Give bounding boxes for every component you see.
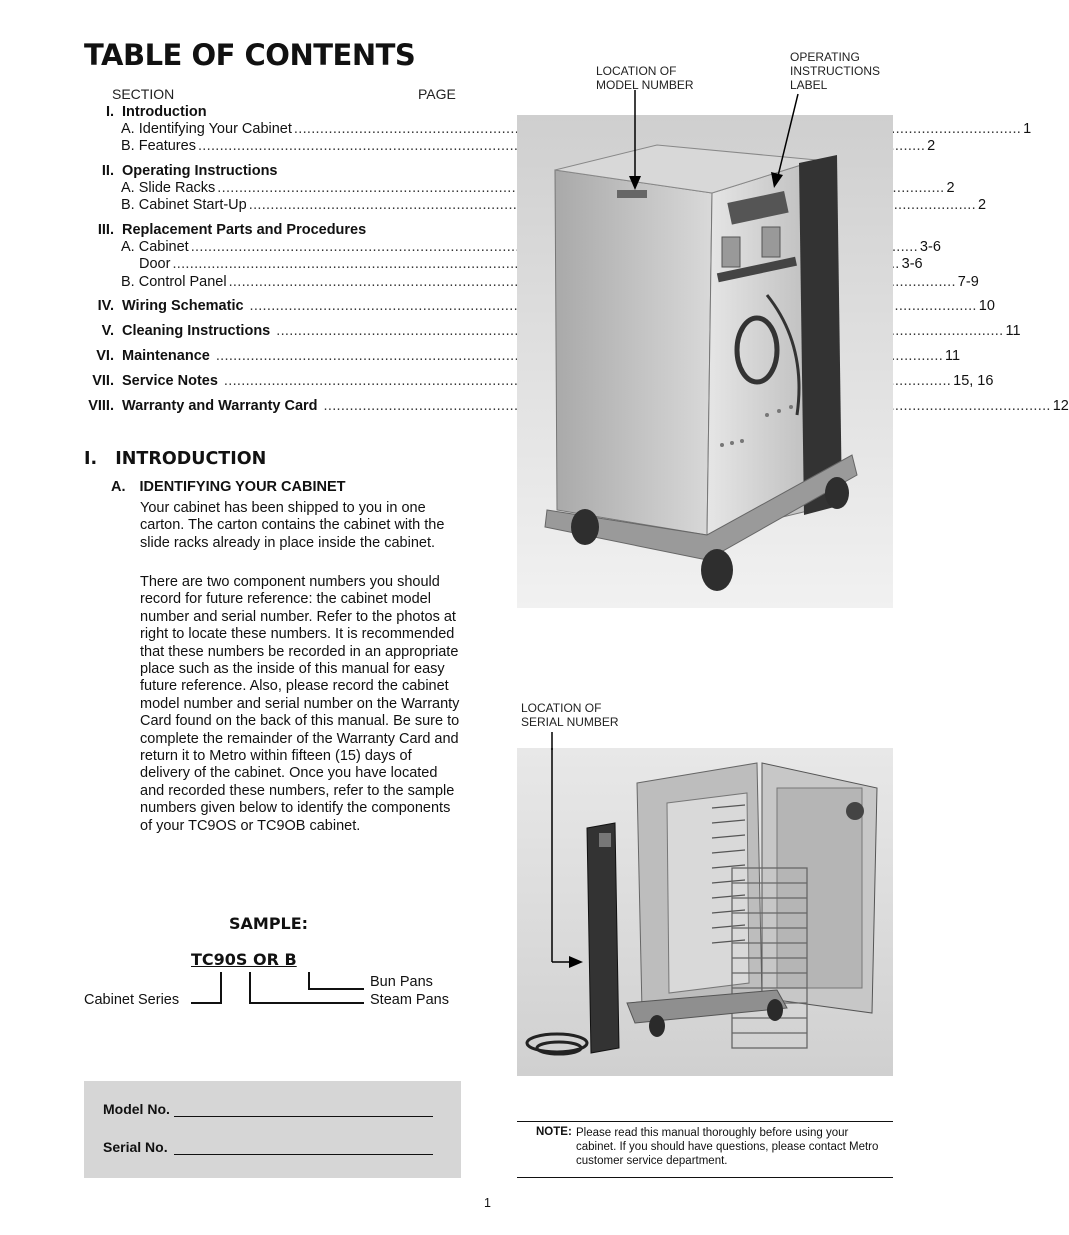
- model-number-arrowhead: [629, 176, 641, 190]
- toc-title: TABLE OF CONTENTS: [84, 38, 416, 72]
- toc-entry-number: VIII.: [88, 398, 114, 414]
- intro-paragraph: Your cabinet has been shipped to you in one carton. The carton contains the cabinet with the slide racks already in place inside the cabinet.: [140, 500, 445, 551]
- serial-number-label: Serial No.: [103, 1139, 168, 1155]
- toc-entry[interactable]: [84, 298, 995, 315]
- toc-entry-label: A. Cabinet: [121, 239, 189, 255]
- toc-entry-label: A. Identifying Your Cabinet: [121, 121, 292, 137]
- toc-entry-page: 2: [977, 197, 987, 213]
- steam-pans-label: Steam Pans: [370, 992, 449, 1008]
- record-numbers-box: [84, 1081, 461, 1178]
- bun-pans-label: Bun Pans: [370, 974, 433, 990]
- toc-entry[interactable]: [121, 274, 979, 290]
- toc-entry[interactable]: [84, 398, 1069, 415]
- section-heading-text: INTRODUCTION: [115, 449, 267, 469]
- connector-line: [220, 972, 222, 1003]
- toc-entry-number: III.: [97, 222, 114, 238]
- subsection-heading-number: A.: [111, 479, 126, 495]
- note-text: Please read this manual thoroughly before using your cabinet. If you should have questions, please contact Metro customer service department.: [576, 1127, 879, 1167]
- connector-line: [191, 1002, 222, 1004]
- toc-entry-page: 11: [1005, 323, 1021, 339]
- toc-entry-label: B. Cabinet Start-Up: [121, 197, 247, 213]
- model-number-field[interactable]: [174, 1116, 433, 1117]
- serial-number-field[interactable]: [174, 1154, 433, 1155]
- toc-entry-number: IV.: [97, 298, 114, 314]
- toc-entry-label: Cleaning Instructions: [122, 323, 271, 339]
- sample-model-code: TC90S OR B: [191, 950, 297, 969]
- sample-heading: SAMPLE:: [229, 914, 309, 933]
- toc-section-header: SECTION: [112, 86, 175, 102]
- toc-entry-page: 15, 16: [953, 373, 994, 389]
- toc-entry-label: B. Features: [121, 138, 196, 154]
- toc-entry-label: B. Control Panel: [121, 274, 227, 290]
- toc-entry-page: 11: [945, 348, 961, 364]
- toc-entry[interactable]: [139, 256, 923, 272]
- section-heading: [84, 449, 266, 469]
- connector-line: [308, 988, 364, 990]
- note-bottom-rule: [517, 1177, 893, 1178]
- serial-number-caption: LOCATION OF SERIAL NUMBER: [521, 701, 619, 729]
- toc-entry-page: 1: [1023, 121, 1032, 137]
- toc-entry-page: 10: [978, 298, 995, 314]
- model-number-caption: LOCATION OF MODEL NUMBER: [596, 64, 694, 92]
- toc-entry-label: Introduction: [122, 104, 207, 120]
- toc-entry-label: Warranty and Warranty Card: [122, 398, 318, 414]
- note-top-rule: [517, 1121, 893, 1122]
- toc-entry-label: Replacement Parts and Procedures: [122, 222, 367, 238]
- toc-entry-label: Operating Instructions: [122, 163, 278, 179]
- connector-line: [249, 1002, 364, 1004]
- toc-entry-label: Door: [139, 256, 171, 272]
- toc-entry[interactable]: [121, 121, 1032, 137]
- cabinet-photo-open: [517, 748, 893, 1076]
- toc-entry-number: I.: [105, 104, 114, 120]
- toc-entry-label: Wiring Schematic: [122, 298, 244, 314]
- page-number: 1: [484, 1196, 491, 1210]
- connector-line: [308, 972, 310, 989]
- toc-entry[interactable]: [84, 323, 1021, 340]
- cabinet-series-label: Cabinet Series: [84, 992, 180, 1008]
- toc-entry-number: V.: [101, 323, 114, 339]
- toc-entry[interactable]: [121, 138, 936, 154]
- toc-entry[interactable]: [84, 222, 454, 239]
- toc-entry[interactable]: [121, 197, 987, 213]
- toc-entry-label: Maintenance: [122, 348, 210, 364]
- toc-entry-label: Service Notes: [122, 373, 218, 389]
- toc-entry-page: 2: [946, 180, 955, 196]
- intro-paragraph: There are two component numbers you should record for future reference: the cabinet model number and serial number. Refer to the photos at right to locate these numbers. It is recommended that these numbers be recorded in an appropriate place such as the inside of this manual for easy future reference. Also, please record the cabinet model number and serial number on the Warranty Card found on the back of this manual. Be sure to complete the remainder of the Warranty Card and return it to Metro within fifteen (15) days of delivery of the cabinet. Once you have located and recorded these numbers, refer to the sample numbers given below to identify the components of your TC9OS or TC9OB cabinet.: [140, 574, 460, 834]
- toc-entry[interactable]: [84, 373, 994, 390]
- cabinet-open-illustration: [517, 748, 893, 1076]
- toc-entry-number: VI.: [96, 348, 114, 364]
- instructions-label-arrowhead: [771, 172, 783, 188]
- toc-entry[interactable]: [84, 163, 454, 180]
- toc-page-header: PAGE: [418, 86, 456, 102]
- toc-entry-label: A. Slide Racks: [121, 180, 216, 196]
- instructions-label-caption: OPERATING INSTRUCTIONS LABEL: [790, 50, 880, 92]
- toc-entry-number: II.: [101, 163, 114, 179]
- connector-line: [249, 972, 251, 1003]
- toc-entry-page: 3-6: [901, 256, 923, 272]
- photo1-pointer-arrows: [600, 90, 820, 200]
- toc-entry-page: 3-6: [919, 239, 941, 255]
- toc-entry[interactable]: [121, 180, 955, 196]
- subsection-heading: [111, 479, 346, 495]
- serial-arrow-stem: [551, 732, 555, 750]
- instructions-label-arrow-line: [778, 94, 798, 176]
- note-label: NOTE:: [536, 1126, 572, 1138]
- toc-entry[interactable]: [121, 239, 941, 255]
- toc-entry[interactable]: [84, 348, 961, 365]
- toc-entry-page: 7-9: [957, 274, 979, 290]
- toc-entry[interactable]: [84, 104, 454, 121]
- toc-entry-number: VII.: [92, 373, 114, 389]
- toc-entry-page: 12: [1052, 398, 1069, 414]
- model-number-label: Model No.: [103, 1101, 170, 1117]
- subsection-heading-text: IDENTIFYING YOUR CABINET: [139, 479, 346, 495]
- toc-entry-page: 2: [927, 138, 936, 154]
- section-heading-number: I.: [84, 449, 98, 469]
